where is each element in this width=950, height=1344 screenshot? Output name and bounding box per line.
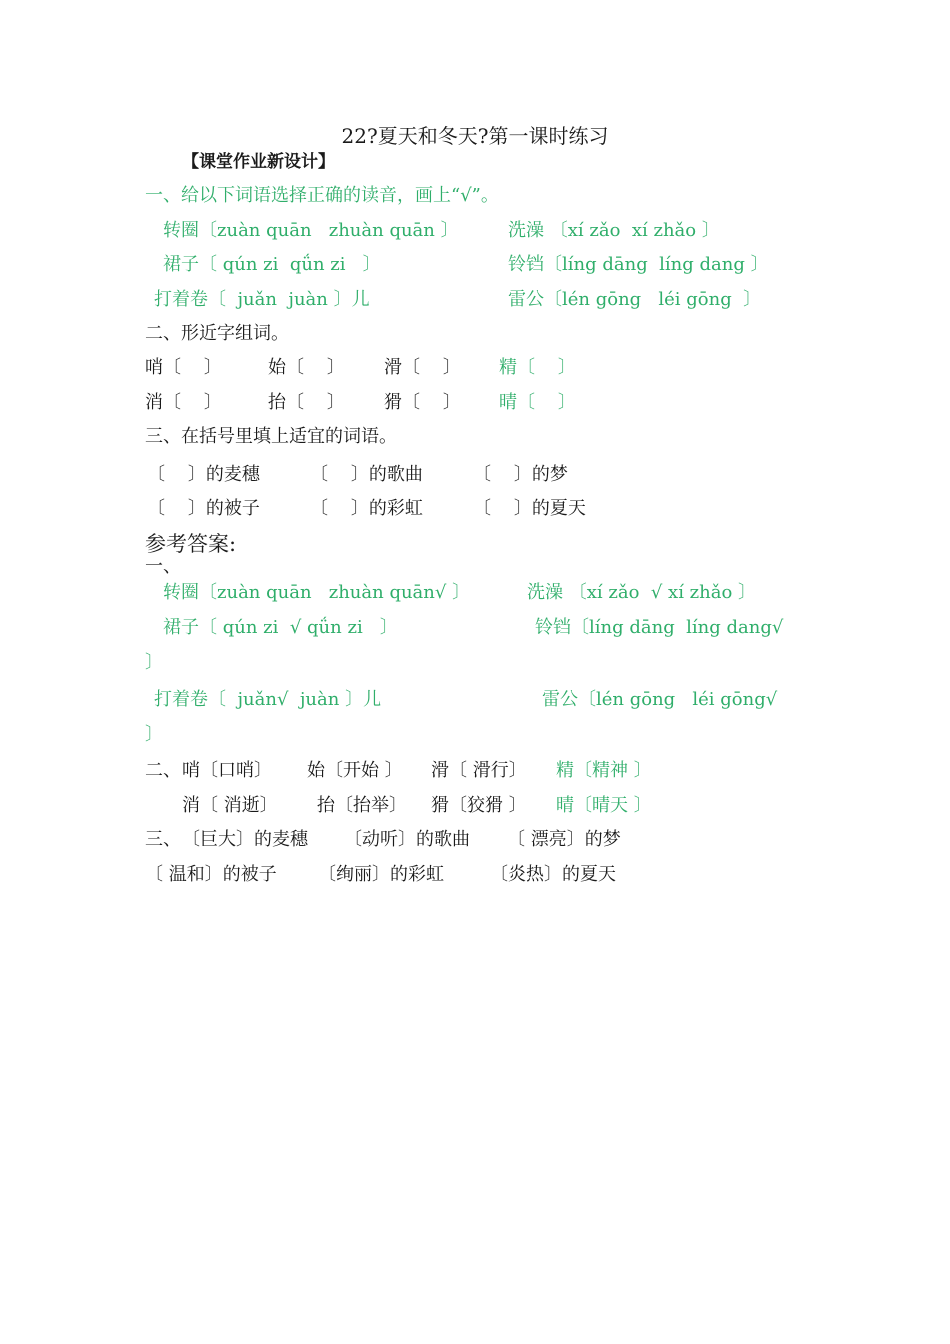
answers-q1-row1-left: 转圈〔zuàn quān zhuàn quān√ 〕 xyxy=(163,582,471,603)
answers-q2-item: 抬〔抬举〕 xyxy=(317,795,407,816)
q2-item: 精〔 〕 xyxy=(499,357,576,378)
answers-q2-item: 消〔 消逝〕 xyxy=(182,795,278,816)
answers-heading: 参考答案: xyxy=(145,532,237,556)
q3-item: 〔 〕的夏天 xyxy=(473,498,586,519)
answers-q3-item: 〔 漂亮〕的梦 xyxy=(507,829,621,850)
answers-q2-item: 猾〔狡猾 〕 xyxy=(431,795,527,816)
q1-row2-left: 裙子〔 qún zi qǘn zi 〕 xyxy=(163,254,381,275)
q3-item: 〔 〕的彩虹 xyxy=(310,498,423,519)
answers-q1-row2-wrap: 〕 xyxy=(145,652,163,673)
answers-q3-item: 〔 温和〕的被子 xyxy=(145,864,277,885)
q1-row3-left: 打着卷〔 juǎn juàn 〕儿 xyxy=(154,289,370,310)
q1-row2-right: 铃铛〔líng dāng líng dang 〕 xyxy=(508,254,769,275)
q2-item: 猾〔 〕 xyxy=(384,392,461,413)
q2-item: 晴〔 〕 xyxy=(499,392,576,413)
section-subtitle: 【课堂作业新设计】 xyxy=(182,152,335,172)
answers-q2-item: 精〔精神 〕 xyxy=(556,760,652,781)
answers-q3-item: 〔绚丽〕的彩虹 xyxy=(318,864,444,885)
answers-q2-item: 始〔开始 〕 xyxy=(307,760,403,781)
q2-item: 消〔 〕 xyxy=(145,392,222,413)
answers-q1-label: 一、 xyxy=(145,556,181,577)
answers-q1-row2-right: 铃铛〔líng dāng líng dang√ xyxy=(535,617,784,638)
answers-q1-row1-right: 洗澡 〔xí zǎo √ xí zhǎo 〕 xyxy=(527,582,757,603)
page-title: 22?夏天和冬天?第一课时练习 xyxy=(341,124,609,148)
q1-row3-right: 雷公〔lén gōng léi gōng 〕 xyxy=(508,289,762,310)
answers-q2-item: 晴〔晴天 〕 xyxy=(556,795,652,816)
q3-item: 〔 〕的被子 xyxy=(147,498,260,519)
answers-q2-item: 哨〔口哨〕 xyxy=(182,760,272,781)
answers-q2-item: 滑〔 滑行〕 xyxy=(431,760,527,781)
answers-q3-item: 〔动听〕的歌曲 xyxy=(344,829,470,850)
q3-item: 〔 〕的梦 xyxy=(473,464,568,485)
q2-item: 滑〔 〕 xyxy=(384,357,461,378)
answers-q2-label: 二、 xyxy=(145,760,181,781)
answers-q3-label: 三、 xyxy=(145,829,181,850)
q1-heading: 一、给以下词语选择正确的读音，画上“√”。 xyxy=(145,185,499,206)
q3-item: 〔 〕的歌曲 xyxy=(310,464,423,485)
answers-q1-row3-left: 打着卷〔 juǎn√ juàn 〕儿 xyxy=(154,689,382,710)
q3-heading: 三、在括号里填上适宜的词语。 xyxy=(145,426,397,447)
q1-row1-left: 转圈〔zuàn quān zhuàn quān 〕 xyxy=(163,220,459,241)
answers-q3-item: 〔炎热〕的夏天 xyxy=(490,864,616,885)
q2-heading: 二、形近字组词。 xyxy=(145,323,289,344)
q1-row1-right: 洗澡 〔xí zǎo xí zhǎo 〕 xyxy=(508,220,720,241)
q2-item: 哨〔 〕 xyxy=(145,357,222,378)
answers-q1-row3-right: 雷公〔lén gōng léi gōng√ xyxy=(542,689,778,710)
answers-q3-item: 〔巨大〕的麦穗 xyxy=(182,829,308,850)
q2-item: 抬〔 〕 xyxy=(268,392,345,413)
q2-item: 始〔 〕 xyxy=(268,357,345,378)
answers-q1-row2-left: 裙子〔 qún zi √ qǘn zi 〕 xyxy=(163,617,398,638)
q3-item: 〔 〕的麦穗 xyxy=(147,464,260,485)
answers-q1-row3-wrap: 〕 xyxy=(145,724,163,745)
